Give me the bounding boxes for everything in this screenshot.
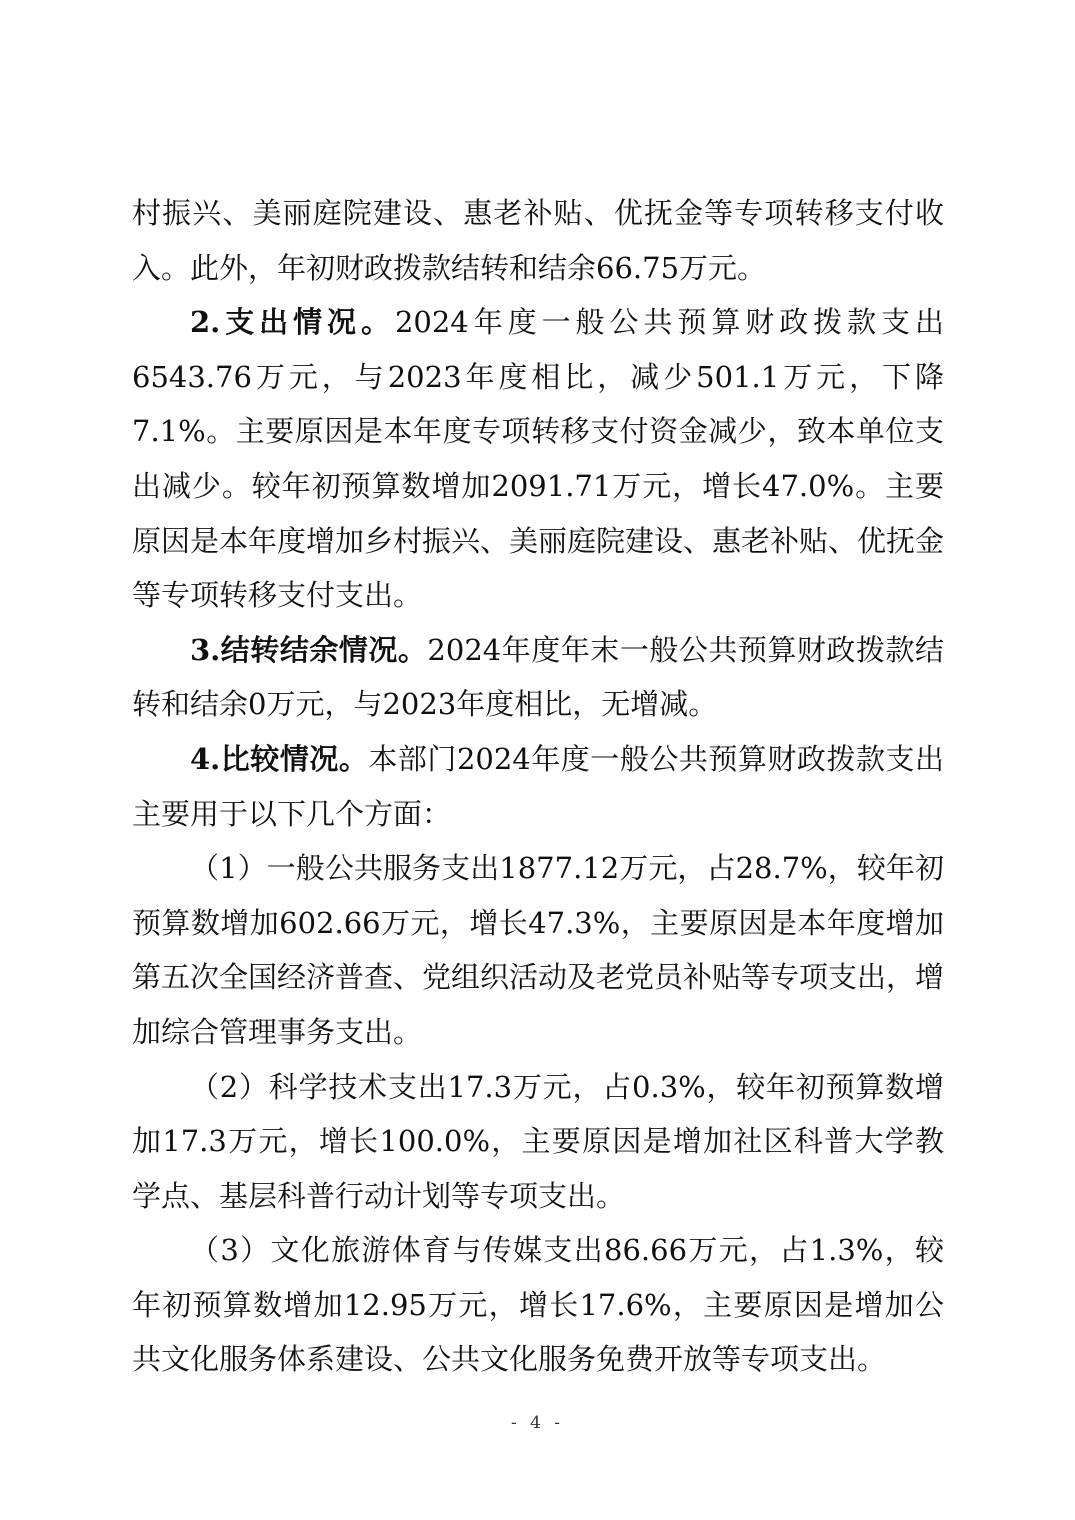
paragraph-text: 本部门2024年度一般公共预算财政拨款支出主要用于以下几个方面： (132, 741, 944, 831)
paragraph-item-2 (132, 1060, 944, 1224)
paragraph-heading: 2.支出情况。 (190, 305, 395, 340)
paragraph-expenditure (132, 295, 944, 623)
document-body (132, 186, 944, 1387)
paragraph-item-1 (132, 841, 944, 1059)
paragraph-text: 2024年度年末一般公共预算财政拨款结转和结余0万元，与2023年度相比，无增减。 (132, 632, 944, 722)
paragraph-item-3 (132, 1223, 944, 1387)
paragraph-heading: 3.结转结余情况。 (190, 632, 428, 667)
paragraph-text: 2024年度一般公共预算财政拨款支出6543.76万元，与2023年度相比，减少501.1万元，下降7.1%。主要原因是本年度专项转移支付资金减少，致本单位支出减少。较年初预算数增加2091.71万元，增长47.0%。主要原因是本年度增加乡村振兴、美丽庭院建设、惠老补贴、优抚金等专项转移支付支出。 (132, 305, 945, 613)
paragraph-text: （1）一般公共服务支出1877.12万元，占28.7%，较年初预算数增加602.66万元，增长47.3%，主要原因是本年度增加第五次全国经济普查、党组织活动及老党员补贴等专项支出，增加综合管理事务支出。 (132, 851, 945, 1049)
paragraph-continuation (132, 186, 944, 295)
page-number: - 4 - (510, 1413, 565, 1433)
paragraph-text: （2）科学技术支出17.3万元，占0.3%，较年初预算数增加17.3万元，增长100.0%，主要原因是增加社区科普大学教学点、基层科普行动计划等专项支出。 (132, 1069, 944, 1213)
paragraph-heading: 4.比较情况。 (190, 741, 369, 776)
paragraph-carryover (132, 623, 944, 732)
paragraph-text: （3）文化旅游体育与传媒支出86.66万元，占1.3%，较年初预算数增加12.95万元，增长17.6%，主要原因是增加公共文化服务体系建设、公共文化服务免费开放等专项支出。 (132, 1233, 944, 1377)
paragraph-comparison (132, 732, 944, 841)
paragraph-text: 村振兴、美丽庭院建设、惠老补贴、优抚金等专项转移支付收入。此外，年初财政拨款结转和结余66.75万元。 (132, 196, 944, 285)
